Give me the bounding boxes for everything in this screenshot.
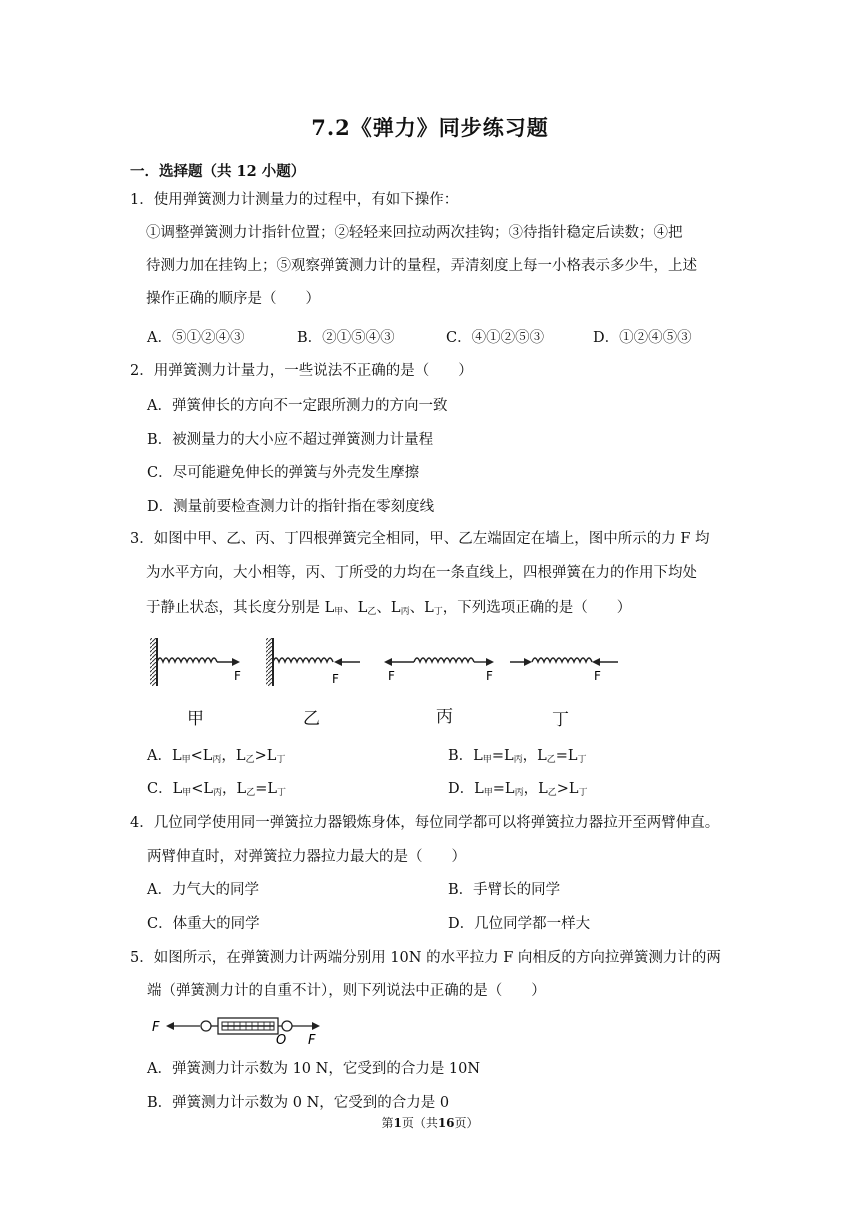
q2-option-d: D．测量前要检查测力计的指针指在零刻度线: [147, 499, 435, 515]
q4-option-a: A．力气大的同学: [147, 882, 259, 898]
spring-yi: [266, 638, 360, 686]
spring-ding: [510, 658, 618, 683]
q1-option-c: C．④①②⑤③: [446, 330, 545, 346]
section-heading: 一．选择题（共 12 小题）: [130, 163, 306, 180]
q3-stem-line1: 3．如图中甲、乙、丙、丁四根弹簧完全相同，甲、乙左端固定在墙上，图中所示的力 F 均: [130, 531, 710, 547]
figure-label-jia: 甲: [187, 709, 204, 729]
figure-label-ding: 丁: [552, 710, 569, 730]
q3-option-a: A．$L_甲<L_丙$，$L_乙>L_丁$: [147, 748, 286, 765]
q3-stem-line3: 于静止状态，其长度分别是 $L_甲$、$L_乙$、$L_丙$、$L_丁$，下列选项正确的是（ ）: [146, 600, 632, 617]
page-footer: 第1页（共16页）: [381, 1116, 479, 1130]
q2-option-b: B．被测量力的大小应不超过弹簧测力计量程: [147, 432, 434, 448]
spring-jia: [150, 638, 241, 686]
figure-label-bing: 丙: [436, 707, 453, 727]
q4-option-d: D．几位同学都一样大: [448, 916, 591, 932]
q3-option-b: B．$L_甲=L_丙$，$L_乙=L_丁$: [448, 748, 587, 765]
q5-pivot-label: O: [276, 1033, 287, 1046]
q4-stem-line2: 两臂伸直时，对弹簧拉力器拉力最大的是（ ）: [147, 849, 466, 865]
q4-stem-line1: 4．几位同学使用同一弹簧拉力器锻炼身体，每位同学都可以将弹簧拉力器拉开至两臂伸直。: [130, 815, 720, 831]
page-title: 7.2《弹力》同步练习题: [311, 115, 549, 140]
q5-spring-scale-figure: [148, 1010, 338, 1046]
force-label-ding: F: [594, 669, 601, 683]
q4-option-b: B．手臂长的同学: [448, 882, 561, 898]
q1-option-b: B．②①⑤④③: [297, 330, 395, 346]
figure-label-yi: 乙: [303, 709, 320, 729]
question-1: [130, 184, 735, 316]
q1-option-a: A．⑤①②④③: [147, 330, 245, 346]
spring-bing: [384, 658, 494, 683]
q5-force-left-label: F: [152, 1020, 160, 1035]
q3-springs-figure: [148, 630, 638, 700]
q5-stem-line2: 端（弹簧测力计的自重不计），则下列说法中正确的是（ ）: [147, 983, 546, 999]
q2-option-a: A．弹簧伸长的方向不一定跟所测力的方向一致: [147, 398, 448, 414]
q3-option-d: D．$L_甲=L_丙$，$L_乙>L_丁$: [448, 781, 588, 798]
q3-option-c: C．$L_甲<L_丙$，$L_乙=L_丁$: [147, 781, 286, 798]
force-label-jia: F: [234, 669, 241, 683]
q4-option-c: C．体重大的同学: [147, 916, 260, 932]
q5-option-a: A．弹簧测力计示数为 10 N，它受到的合力是 10N: [147, 1061, 481, 1077]
q1-stem-line3: 待测力加在挂钩上；⑤观察弹簧测力计的量程，弄清刻度上每一小格表示多少牛，上述: [146, 258, 697, 274]
force-label-bing-left: F: [388, 669, 395, 683]
q5-force-right-label: F: [308, 1033, 316, 1046]
q5-stem-line1: 5．如图所示，在弹簧测力计两端分别用 10N 的水平拉力 F 向相反的方向拉弹簧测力计的两: [130, 950, 721, 966]
q2-stem: 2．用弹簧测力计量力，一些说法不正确的是（ ）: [130, 363, 473, 379]
q1-stem-line2: ①调整弹簧测力计指针位置；②轻轻来回拉动两次挂钩；③待指针稳定后读数；④把: [146, 225, 683, 241]
q1-stem-line1: 1．使用弹簧测力计测量力的过程中，有如下操作：: [130, 192, 459, 208]
q1-stem-line4: 操作正确的顺序是（ ）: [146, 291, 320, 307]
force-label-bing-right: F: [486, 669, 493, 683]
force-label-yi: F: [332, 672, 339, 686]
q2-option-c: C．尽可能避免伸长的弹簧与外壳发生摩擦: [147, 465, 420, 481]
q3-stem-line2: 为水平方向，大小相等，丙、丁所受的力均在一条直线上，四根弹簧在力的作用下均处: [146, 565, 697, 581]
q1-option-d: D．①②④⑤③: [593, 330, 692, 346]
question-3: [130, 523, 735, 630]
q5-option-b: B．弹簧测力计示数为 0 N，它受到的合力是 0: [147, 1095, 450, 1111]
